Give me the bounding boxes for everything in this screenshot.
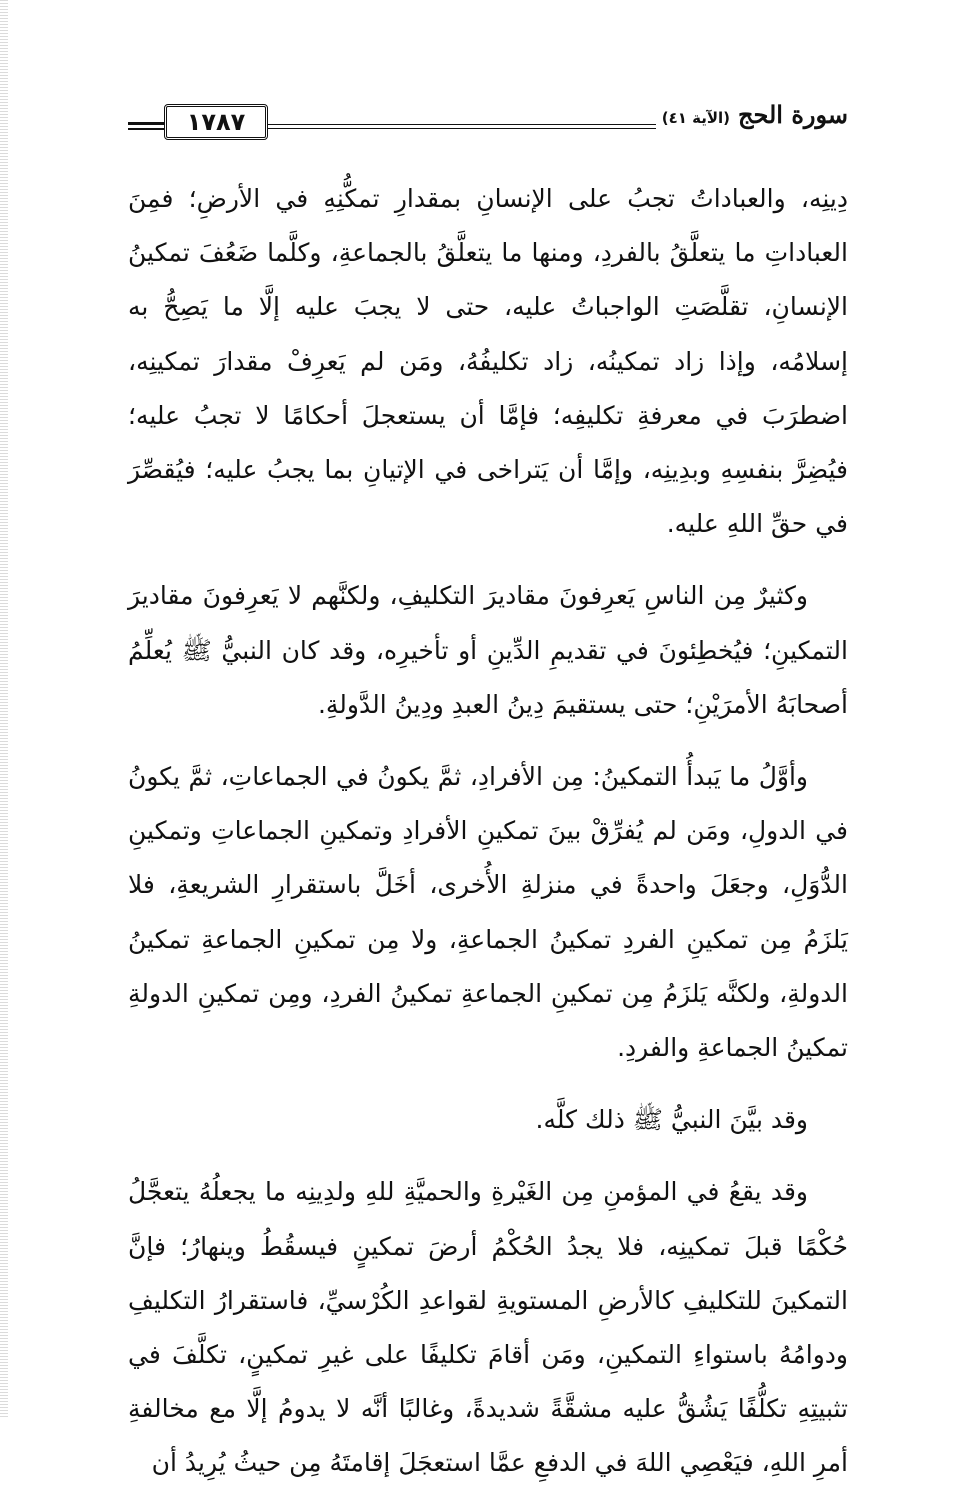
- page-number-box: [164, 104, 268, 140]
- paragraph-4: وقد بيَّنَ النبيُّ ﷺ ذلك كلَّه.: [535, 1105, 808, 1135]
- surah-title: [656, 100, 848, 129]
- page-header: [128, 100, 848, 148]
- paragraph-5: وقد يقعُ في المؤمنِ مِن الغَيْرةِ والحميَّةِ للهِ ولدِينِه ما يجعلُهُ يتعجَّلُ حُكْمًا قبلَ تمكينِه، فلا يجدُ الحُكْمُ أرضَ تمكينٍ فيسقُطُ وينهارُ؛ فإنَّ التمكينَ للتكليفِ كالأرضِ المستويةِ لقواعدِ الكُرْسيِّ، فاستقرارُ التكليفِ ودوامُهُ باستواءِ التمكينِ، ومَن أقامَ تكليفًا على غيرِ تمكينٍ، تكلَّفَ في تثبيتِهِ تكلُّفًا يَشُقُّ عليه مشقَّةً شديدةً، وغالبًا أنَّه لا يدومُ إلَّا مع مخالفةِ أمرِ اللهِ، فيَعْصِي اللهَ في الدفعِ عمَّا استعجَلَ إقامتَهُ مِن حيثُ يُرِيدُ أن: [128, 1177, 848, 1478]
- paragraph-1: دِينِه، والعباداتُ تجبُ على الإنسانِ بمقدارِ تمكُّنِهِ في الأرضِ؛ فمِنَ العباداتِ ما يتعلَّقُ بالفردِ، ومنها ما يتعلَّقُ بالجماعةِ، وكلَّما ضَعُفَ تمكينُ الإنسانِ، تقلَّصَتِ الواجباتُ عليه، حتى لا يجبَ عليه إلَّا ما يَصِحُّ به إسلامُه، وإذا زاد تمكينُه، زاد تكليفُهُ، ومَن لم يَعرِفْ مقدارَ تمكينِه، اضطرَبَ في معرفةِ تكليفِه؛ فإمَّا أن يستعجلَ أحكامًا لا تجبُ عليه؛ فيُضِرَّ بنفسِهِ وبدِينِه، وإمَّا أن يَتراخى في الإتيانِ بما يجبُ عليه؛ فيُقصِّرَ في حقِّ اللهِ عليه.: [128, 184, 848, 539]
- body-text: [128, 172, 848, 1509]
- surah-name: سورة الحج: [738, 100, 848, 129]
- ayah-reference: (الآية ٤١): [661, 109, 730, 127]
- scan-edge: [0, 0, 8, 1417]
- paragraph-3: وأوَّلُ ما يَبدأُ التمكينُ: مِن الأفرادِ، ثمَّ يكونُ في الجماعاتِ، ثمَّ يكونُ في الدولِ، ومَن لم يُفرِّقْ بينَ تمكينِ الأفرادِ وتمكينِ الجماعاتِ وتمكينِ الدُّوَلِ، وجعَلَ واحدةً في منزلةِ الأُخرى، أخَلَّ باستقرارِ الشريعةِ، فلا يَلزَمُ مِن تمكينِ الفردِ تمكينُ الجماعةِ، ولا مِن تمكينِ الجماعةِ تمكينُ الدولةِ، ولكنَّه يَلزَمُ مِن تمكينِ الجماعةِ تمكينُ الفردِ، ومِن تمكينِ الدولةِ تمكينُ الجماعةِ والفردِ.: [128, 762, 848, 1063]
- page-number: ١٧٨٧: [186, 108, 246, 136]
- paragraph-2: وكثيرٌ مِن الناسِ يَعرِفونَ مقاديرَ التكليفِ، ولكنَّهم لا يَعرِفونَ مقاديرَ التمكينِ؛ فيُخطِئونَ في تقديمِ الدِّينِ أو تأخيرِه، وقد كان النبيُّ ﷺ يُعلِّمُ أصحابَهُ الأمرَيْنِ؛ حتى يستقيمَ دِينُ العبدِ ودِينُ الدَّولةِ.: [128, 581, 848, 719]
